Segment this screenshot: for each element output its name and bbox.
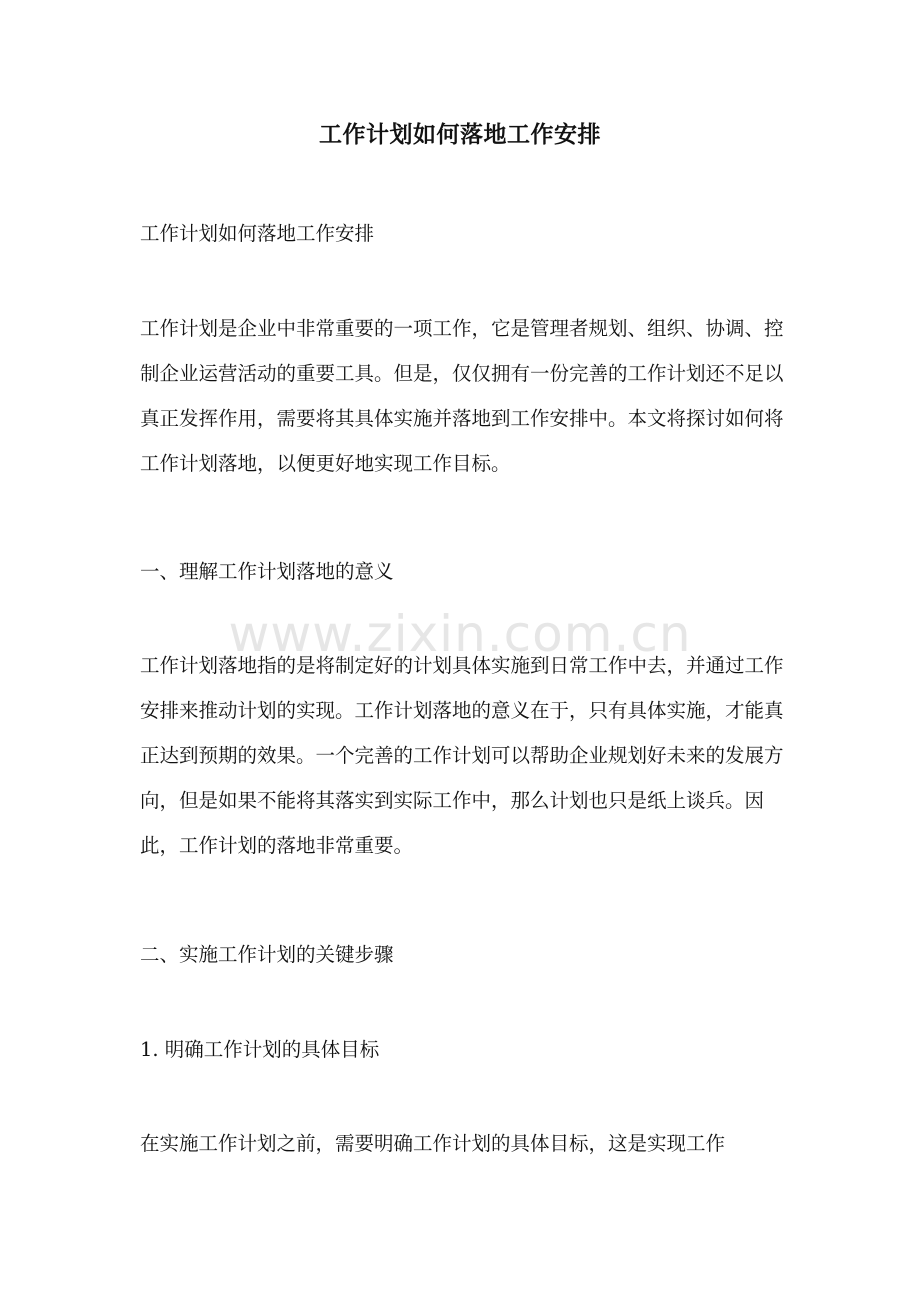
document-title: 工作计划如何落地工作安排 xyxy=(319,121,601,148)
watermark: www.zixin.com.cn xyxy=(228,605,692,663)
section-1-heading: 一、理解工作计划落地的意义 xyxy=(140,560,394,583)
step-1-paragraph: 在实施工作计划之前，需要明确工作计划的具体目标，这是实现工作 xyxy=(140,1132,726,1155)
section-1-paragraph: 工作计划落地指的是将制定好的计划具体实施到日常工作中去，并通过工作安排来推动计划的实现。工作计划落地的意义在于，只有具体实施，才能真正达到预期的效果。一个完善的工作计划可以帮助企业规划好未来的发展方向，但是如果不能将其落实到实际工作中，那么计划也只是纸上谈兵。因此，工作计划的落地非常重要。 xyxy=(140,654,784,857)
intro-paragraph: 工作计划是企业中非常重要的一项工作，它是管理者规划、组织、协调、控制企业运营活动的重要工具。但是，仅仅拥有一份完善的工作计划还不足以真正发挥作用，需要将其具体实施并落地到工作安排中。本文将探讨如何将工作计划落地，以便更好地实现工作目标。 xyxy=(140,317,784,475)
document-subtitle: 工作计划如何落地工作安排 xyxy=(140,222,375,245)
section-2-heading: 二、实施工作计划的关键步骤 xyxy=(140,943,394,966)
step-1-heading: 1. 明确工作计划的具体目标 xyxy=(140,1038,380,1061)
